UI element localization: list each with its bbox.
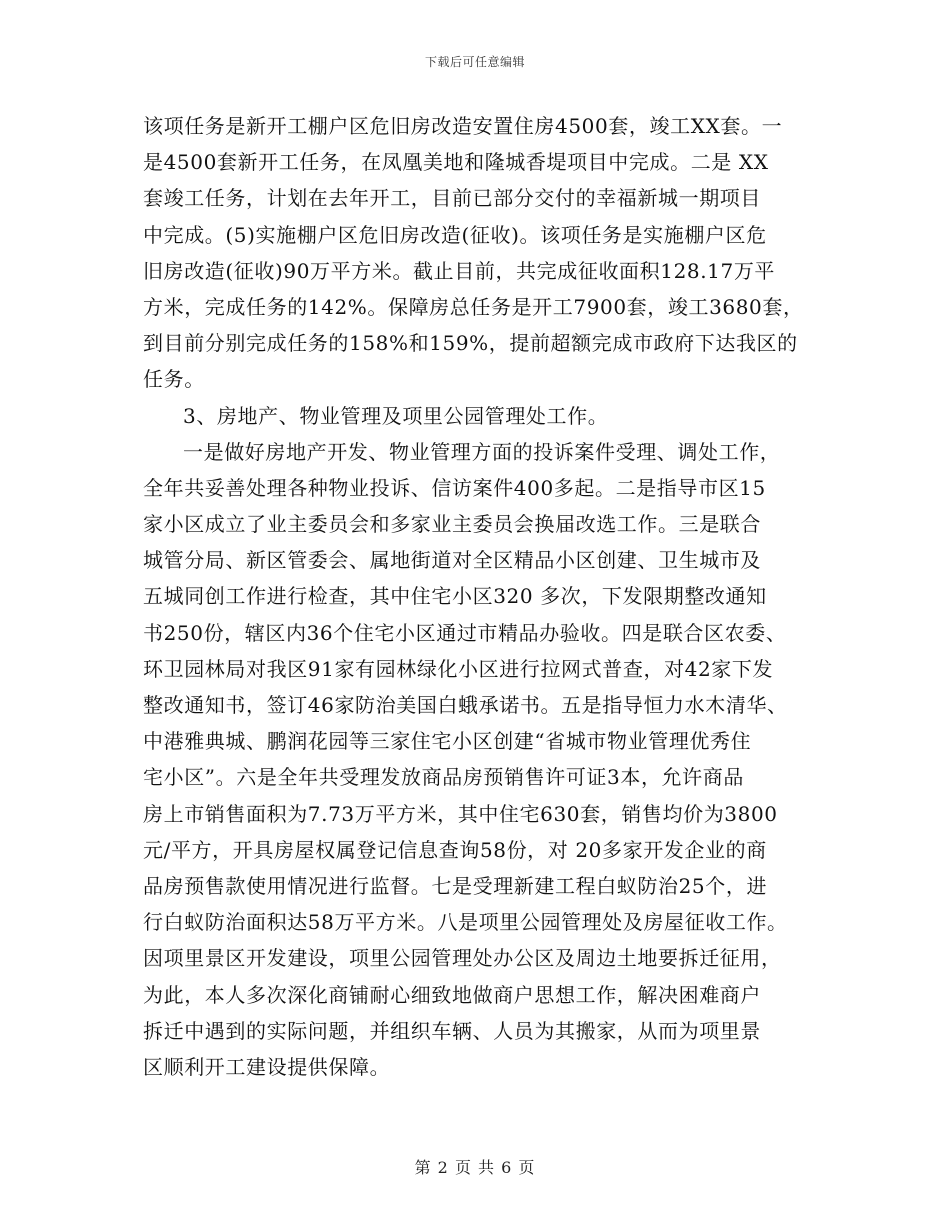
- text-line: 3、房地产、物业管理及项里公园管理处工作。: [183, 403, 609, 428]
- text-line: 拆迁中遇到的实际问题，并组织车辆、人员为其搬家，从而为项里景: [143, 1018, 761, 1043]
- body-text: [143, 108, 803, 1085]
- text-line: 五城同创工作进行检查，其中住宅小区320 多次，下发限期整改通知: [143, 584, 767, 609]
- text-line: 房上市销售面积为7.73万平方米，其中住宅630套，销售均价为3800: [143, 801, 778, 826]
- page-footer: 第 2 页 共 6 页: [414, 1158, 536, 1177]
- text-line: 该项任务是新开工棚户区危旧房改造安置住房4500套，竣工XX套。一: [143, 114, 783, 138]
- text-line: 中完成。(5)实施棚户区危旧房改造(征收)。该项任务是实施棚户区危: [143, 222, 767, 247]
- text-line: 方米，完成任务的142%。保障房总任务是开工7900套，竣工3680套，: [143, 294, 804, 319]
- text-line: 品房预售款使用情况进行监督。七是受理新建工程白蚁防治25个，进: [143, 873, 768, 898]
- text-line: 是4500套新开工任务，在凤凰美地和隆城香堤项目中完成。二是 XX: [143, 150, 769, 175]
- text-line: 环卫园林局对我区91家有园林绿化小区进行拉网式普查，对42家下发: [143, 656, 774, 681]
- text-line: 家小区成立了业主委员会和多家业主委员会换届改选工作。三是联合: [143, 512, 761, 537]
- text-line: 行白蚁防治面积达58万平方米。八是项里公园管理处及房屋征收工作。: [143, 910, 788, 935]
- page-header: 下载后可任意编辑: [424, 55, 525, 69]
- text-line: 宅小区”。六是全年共受理发放商品房预销售许可证3本，允许商品: [143, 765, 744, 790]
- text-line: 元/平方，开具房屋权属登记信息查询58份，对 20多家开发企业的商: [143, 837, 767, 862]
- text-line: 城管分局、新区管委会、属地街道对全区精品小区创建、卫生城市及: [143, 548, 761, 573]
- text-line: 套竣工任务，计划在去年开工，目前已部分交付的幸福新城一期项目: [143, 186, 761, 211]
- text-line: 整改通知书，签订46家防治美国白蛾承诺书。五是指导恒力水木清华、: [143, 693, 788, 717]
- text-line: 任务。: [143, 367, 205, 392]
- text-line: 旧房改造(征收)90万平方米。截止目前，共完成征收面积128.17万平: [143, 258, 776, 283]
- text-line: 书250份，辖区内36个住宅小区通过市精品办验收。四是联合区农委、: [143, 620, 787, 645]
- text-line: 一是做好房地产开发、物业管理方面的投诉案件受理、调处工作，: [183, 439, 781, 464]
- text-line: 中港雅典城、鹏润花园等三家住宅小区创建“省城市物业管理优秀住: [143, 729, 752, 754]
- text-line: 因项里景区开发建设，项里公园管理处办公区及周边土地要拆迁征用，: [143, 946, 782, 971]
- text-line: 为此，本人多次深化商铺耐心细致地做商户思想工作，解决困难商户: [143, 982, 761, 1007]
- text-line: 到目前分别完成任务的158%和159%，提前超额完成市政府下达我区的: [143, 331, 798, 356]
- text-line: 区顺利开工建设提供保障。: [143, 1054, 391, 1079]
- text-line: 全年共妥善处理各种物业投诉、信访案件400多起。二是指导市区15: [143, 475, 766, 500]
